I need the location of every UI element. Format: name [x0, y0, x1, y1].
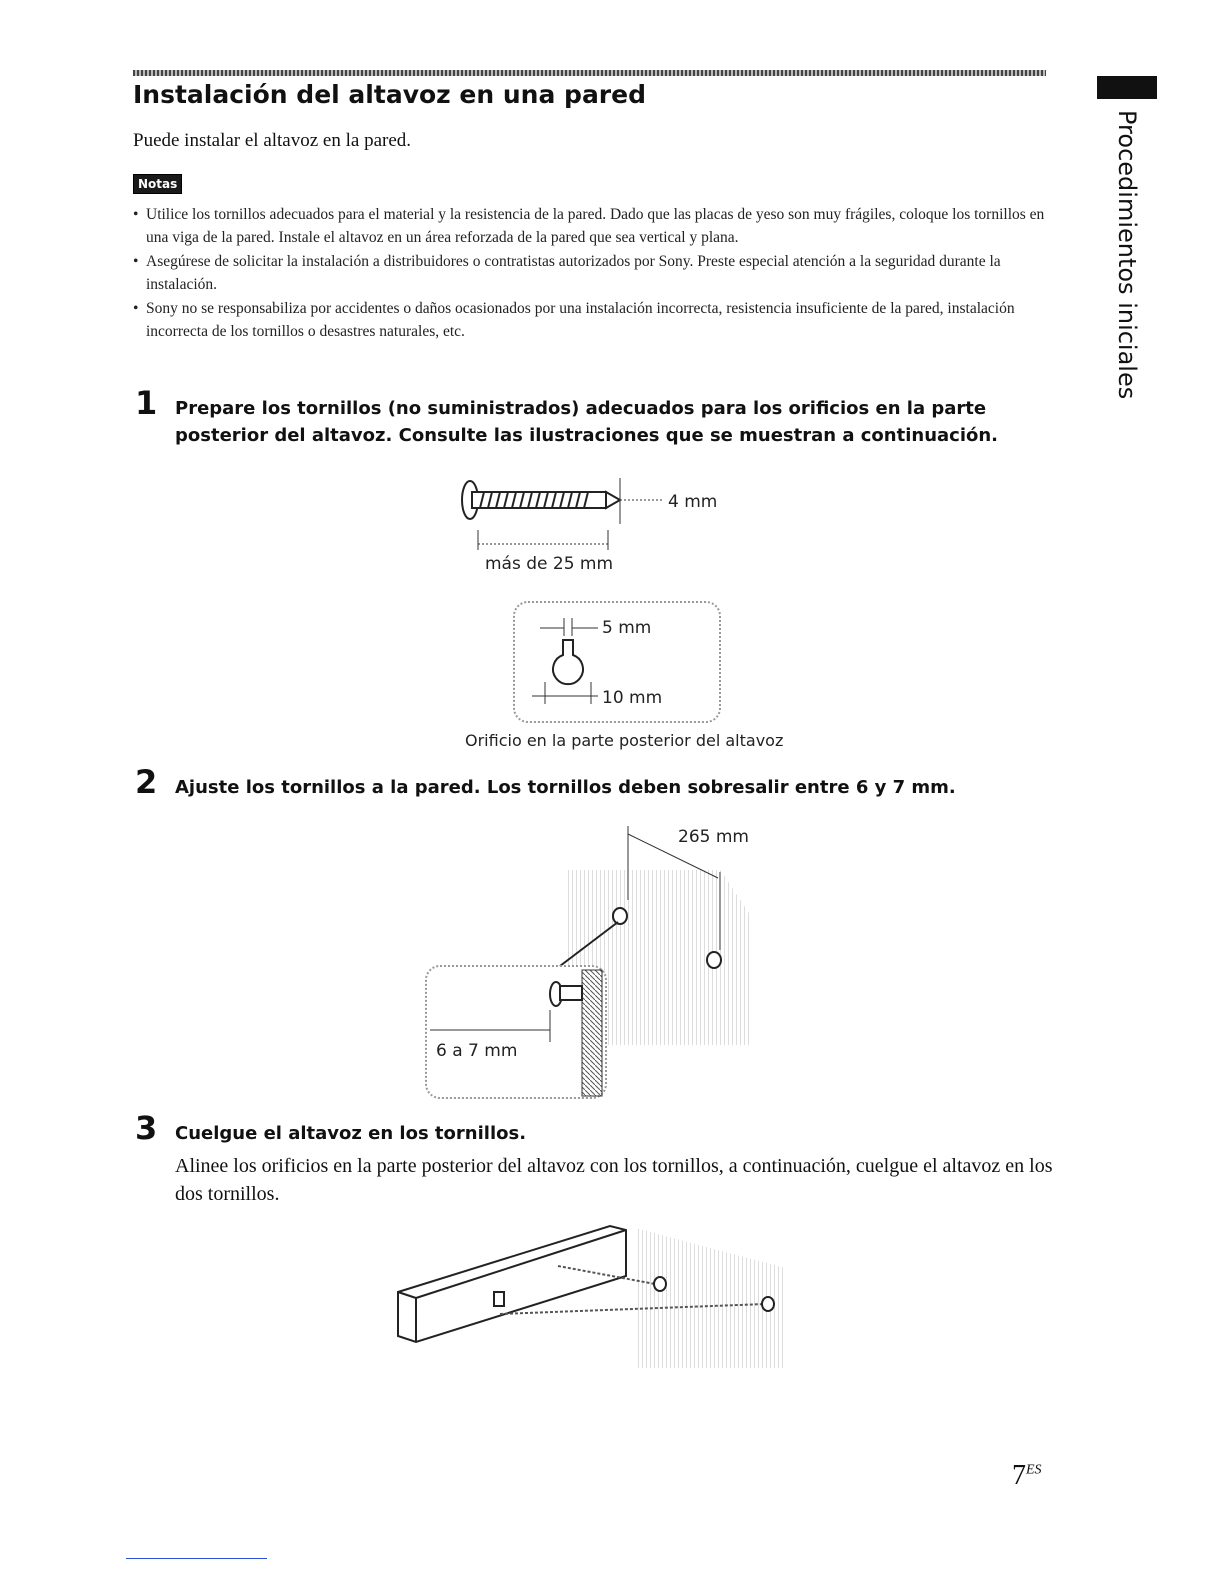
screw-diameter-label: 4 mm	[668, 492, 718, 512]
screw-spacing-label: 265 mm	[678, 827, 749, 847]
note-item: • Sony no se responsabiliza por accidentes o daños ocasionados por una instalación incorrecta, resistencia insuficiente de la pared, instalación incorrecta de los tornillos o desastres naturales, etc.	[133, 297, 1048, 343]
page-number-value: 7	[1012, 1460, 1026, 1491]
header-rule	[133, 70, 1046, 76]
note-item: • Asegúrese de solicitar la instalación a distribuidores o contratistas autorizados por Sony. Preste especial atención a la seguridad durante la instalación.	[133, 250, 1048, 296]
notes-badge: Notas	[133, 174, 182, 194]
note-item: • Utilice los tornillos adecuados para el material y la resistencia de la pared. Dado que las placas de yeso son muy frágiles, coloque los tornillos en una viga de la pared. Instale el altavoz en un área reforzada de la pared que sea vertical y plana.	[133, 203, 1048, 249]
step-2-number: 2	[135, 763, 158, 801]
speaker-hanging-figure	[390, 1218, 790, 1378]
intro-text: Puede instalar el altavoz en la pared.	[133, 130, 412, 151]
step-2-text: Ajuste los tornillos a la pared. Los tornillos deben sobresalir entre 6 y 7 mm.	[175, 777, 956, 798]
step-1-text: Prepare los tornillos (no suministrados) adecuados para los orificios en la parte posterior del altavoz. Consulte las ilustraciones que se muestran a continuación.	[175, 398, 999, 446]
hole-bottom-label: 10 mm	[602, 688, 663, 708]
section-sidebar-text: Procedimientos iniciales	[1113, 110, 1141, 400]
protrusion-label: 6 a 7 mm	[436, 1041, 518, 1061]
section-sidebar-label	[1099, 110, 1149, 400]
notes-list	[133, 203, 1048, 344]
step-3-body: Alinee los orificios en la parte posterior del altavoz con los tornillos, a continuación, cuelgue el altavoz en los dos tornillos.	[175, 1155, 1053, 1205]
screw-length-label: más de 25 mm	[485, 554, 614, 574]
keyhole-figure	[512, 600, 724, 728]
hole-top-label: 5 mm	[602, 618, 652, 638]
page-number	[1012, 1460, 1042, 1492]
hole-caption: Orificio en la parte posterior del altavoz	[465, 731, 784, 750]
page-title: Instalación del altavoz en una pared	[133, 80, 646, 109]
section-tab-marker	[1097, 76, 1157, 99]
step-3-text: Cuelgue el altavoz en los tornillos.	[175, 1123, 527, 1144]
step-3-number: 3	[135, 1109, 158, 1147]
page-number-suffix: ES	[1026, 1462, 1042, 1478]
step-1-number: 1	[135, 384, 158, 422]
footer-line	[126, 1558, 267, 1559]
wall-screws-figure	[420, 820, 760, 1105]
screw-figure	[450, 468, 750, 578]
